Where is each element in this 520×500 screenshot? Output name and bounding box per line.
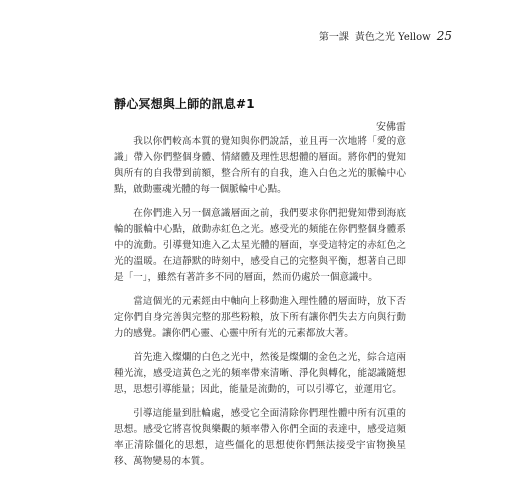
chapter-subtitle: 黃色之光 Yellow bbox=[354, 32, 431, 43]
paragraph: 我以你們較高本質的覺知與你們說話，並且再一次地將「愛的意識」帶入你們整個身體、情緒體及理性思想體的層面。將你們的覺知與所有的自我帶到前額，整合所有的自我，進入白色之光的脈輪中心點，啟動靈魂光體的每一個脈輪中心點。 bbox=[114, 136, 406, 195]
page-number: 25 bbox=[436, 29, 452, 43]
paragraph: 在你們進入另一個意識層面之前，我們要求你們把覺知帶到海底輪的脈輪中心點，啟動赤紅色之光。感受光的頻能在你們整個身體系中的流動。引導覺知進入乙太星光體的層面，享受這特定的赤紅色之光的溫暖。在這靜默的時刻中，感受自己的完整與平衡，想著自己即是「一」，雖然有著許多不同的層面，然而仍處於一個意識中。 bbox=[114, 208, 406, 283]
chapter-label: 第一課 bbox=[318, 32, 349, 43]
article-author: 安佛雷 bbox=[376, 122, 406, 133]
article-title: 靜心冥想與上師的訊息#1 bbox=[114, 97, 255, 111]
paragraph: 引導這能量到肚輪處，感受它全面清除你們理性體中所有沉重的思想。感受它將喜悅與樂觀的頻率帶入你們全面的表達中，感受這頻率正清除僵化的思想，這些僵化的思想使你們無法接受宇宙物換星移、萬物變易的本質。 bbox=[114, 408, 406, 467]
paragraph: 首先進入燦爛的白色之光中，然後是燦爛的金色之光，綜合這兩種光流，感受這黃色之光的頻率帶來清晰、淨化與轉化，能認識隨想思，思想引導能量；因此，能量是流動的，可以引導它，並運用它。 bbox=[114, 352, 406, 395]
paragraph: 當這個光的元素經由中軸向上移動進入理性體的層面時，放下否定你們自身完善與完整的那些粉粮，放下所有讓你們失去方向與行動力的感覺。讓你們心靈、心靈中所有光的元素都放大著。 bbox=[114, 296, 406, 339]
article-body bbox=[114, 134, 406, 478]
page-header bbox=[319, 28, 452, 43]
